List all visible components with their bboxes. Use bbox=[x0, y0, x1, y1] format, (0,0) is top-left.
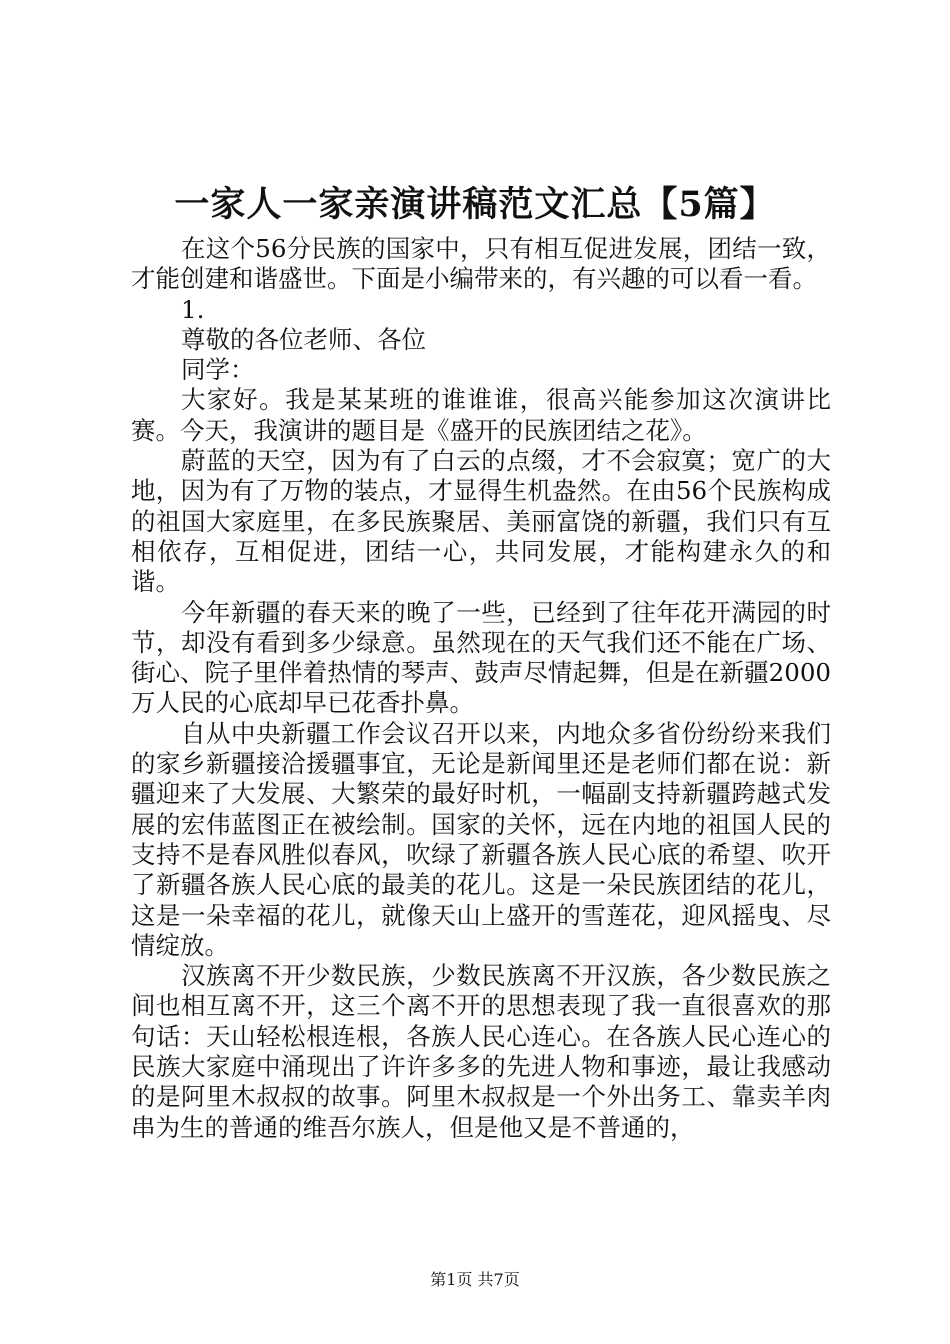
paragraph-sky: 蔚蓝的天空，因为有了白云的点缀，才不会寂寞；宽广的大地，因为有了万物的装点，才显得生机盎然。在由56个民族构成的祖国大家庭里，在多民族聚居、美丽富饶的新疆，我们只有互相依存，互相促进，团结一心，共同发展，才能构建永久的和谐。 bbox=[131, 446, 831, 597]
paragraph-salutation-cont: 同学： bbox=[181, 355, 255, 385]
paragraph-salutation: 尊敬的各位老师、各位 bbox=[181, 324, 426, 354]
paragraph-number: 1. bbox=[181, 294, 205, 324]
document-title: 一家人一家亲演讲稿范文汇总【5篇】 bbox=[174, 184, 776, 225]
paragraph-greeting: 大家好。我是某某班的谁谁谁，很高兴能参加这次演讲比赛。今天，我演讲的题目是《盛开的民族团结之花》。 bbox=[131, 385, 831, 445]
paragraph-intro: 在这个56分民族的国家中，只有相互促进发展，团结一致，才能创建和谐盛世。下面是小编带来的，有兴趣的可以看一看。 bbox=[131, 234, 831, 294]
document-body bbox=[131, 234, 831, 1143]
paragraph-unity: 汉族离不开少数民族，少数民族离不开汉族，各少数民族之间也相互离不开，这三个离不开的思想表现了我一直很喜欢的那句话：天山轻松根连根，各族人民心连心。在各族人民心连心的民族大家庭中涌现出了许许多多的先进人物和事迹，最让我感动的是阿里木叔叔的故事。阿里木叔叔是一个外出务工、靠卖羊肉串为生的普通的维吾尔族人，但是他又是不普通的， bbox=[131, 961, 831, 1142]
page-footer: 第1页 共7页 bbox=[430, 1270, 520, 1289]
paragraph-conference: 自从中央新疆工作会议召开以来，内地众多省份纷纷来我们的家乡新疆接洽援疆事宜，无论是新闻里还是老师们都在说：新疆迎来了大发展、大繁荣的最好时机，一幅副支持新疆跨越式发展的宏伟蓝图正在被绘制。国家的关怀，远在内地的祖国人民的支持不是春风胜似春风，吹绿了新疆各族人民心底的希望、吹开了新疆各族人民心底的最美的花儿。这是一朵民族团结的花儿，这是一朵幸福的花儿，就像天山上盛开的雪莲花，迎风摇曳、尽情绽放。 bbox=[131, 718, 831, 960]
paragraph-spring: 今年新疆的春天来的晚了一些，已经到了往年花开满园的时节，却没有看到多少绿意。虽然现在的天气我们还不能在广场、街心、院子里伴着热情的琴声、鼓声尽情起舞，但是在新疆2000万人民的心底却早已花香扑鼻。 bbox=[131, 597, 831, 718]
